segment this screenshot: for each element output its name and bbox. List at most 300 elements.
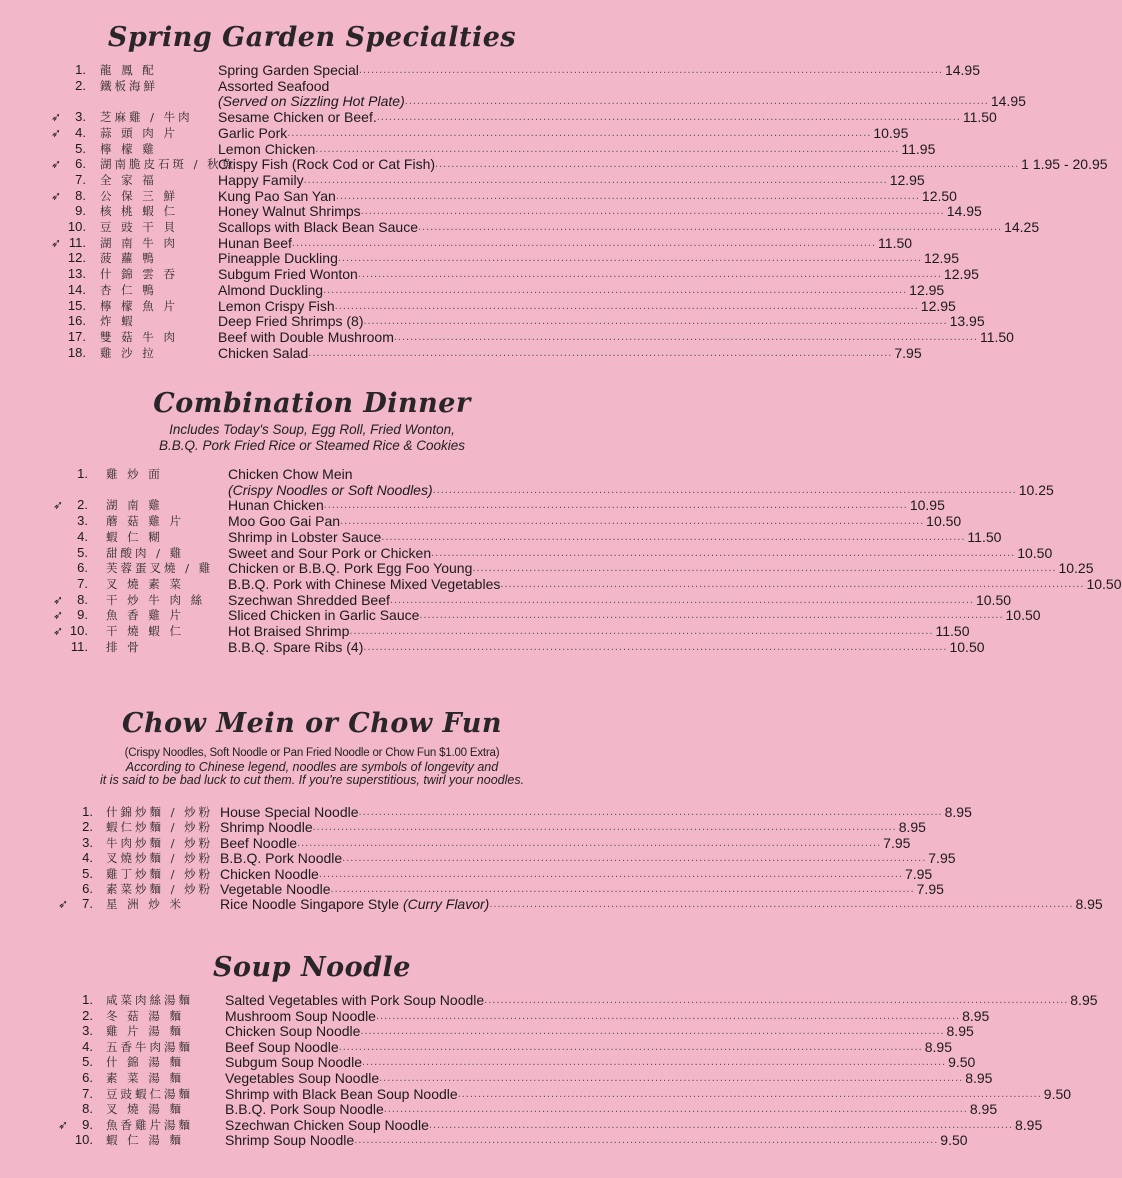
menu-item-row bbox=[0, 896, 1103, 913]
item-number: 2. bbox=[82, 1007, 93, 1023]
leader-dots bbox=[354, 1132, 938, 1148]
leader-dots bbox=[319, 866, 903, 882]
item-price: 11.50 bbox=[878, 234, 913, 251]
leader-dots bbox=[390, 592, 974, 608]
leader-dots bbox=[361, 203, 945, 219]
item-number: 7. bbox=[82, 1085, 93, 1101]
menu-item-row bbox=[0, 638, 985, 655]
menu-item-row bbox=[0, 992, 1098, 1008]
item-chinese-name: 蝦仁炒麵 / 炒粉 bbox=[106, 820, 214, 835]
item-number: 4. bbox=[82, 1038, 93, 1054]
leader-dots bbox=[304, 172, 888, 188]
item-name: Shrimp with Black Bean Soup Noodle bbox=[225, 1085, 458, 1102]
section-title: Combination Dinner bbox=[153, 388, 471, 419]
spicy-arrow-icon: ➶ bbox=[51, 188, 62, 203]
item-line bbox=[225, 1101, 998, 1118]
leader-dots bbox=[433, 482, 1017, 498]
item-name: Pineapple Duckling bbox=[218, 250, 338, 267]
menu-item-row bbox=[0, 591, 1012, 608]
item-line bbox=[225, 1085, 1072, 1102]
item-price: 7.95 bbox=[883, 834, 911, 851]
leader-dots bbox=[359, 804, 943, 820]
leader-dots bbox=[381, 529, 965, 545]
item-price: 8.95 bbox=[965, 1070, 993, 1086]
item-chinese-name: 叉燒炒麵 / 炒粉 bbox=[106, 851, 214, 866]
leader-dots bbox=[342, 850, 926, 866]
menu-item-row bbox=[0, 481, 1054, 498]
item-name: Sesame Chicken or Beef. bbox=[218, 109, 377, 126]
menu-item-row bbox=[0, 834, 911, 851]
item-name: Salted Vegetables with Pork Soup Noodle bbox=[225, 992, 485, 1008]
item-price: 10.50 bbox=[1086, 575, 1122, 592]
item-line bbox=[218, 187, 957, 204]
item-number: 7. bbox=[82, 896, 93, 912]
item-number: 17. bbox=[67, 328, 86, 344]
item-price: 10.50 bbox=[949, 638, 985, 655]
item-price: 10.50 bbox=[1017, 544, 1053, 561]
item-line bbox=[218, 281, 945, 298]
item-chinese-name: 雞丁炒麵 / 炒粉 bbox=[106, 866, 214, 881]
item-number: 9. bbox=[77, 607, 88, 623]
item-number: 5. bbox=[75, 140, 86, 156]
leader-dots bbox=[323, 282, 907, 298]
section-subtitle: According to Chinese legend, noodles are symbols of longevity and bbox=[125, 760, 499, 774]
item-number: 7. bbox=[77, 575, 88, 591]
item-name: Spring Garden Special bbox=[218, 62, 359, 78]
item-number: 10. bbox=[74, 1132, 93, 1148]
item-name: Lemon Crispy Fish bbox=[218, 297, 335, 314]
item-price: 8.95 bbox=[969, 1101, 998, 1118]
item-name: B.B.Q. Spare Ribs (4) bbox=[228, 638, 364, 655]
menu-item-row bbox=[0, 466, 624, 482]
menu-item-row bbox=[0, 219, 1040, 235]
item-line bbox=[228, 591, 1012, 608]
item-name: Chicken or B.B.Q. Pork Egg Foo Young bbox=[228, 560, 473, 577]
item-line bbox=[220, 819, 926, 836]
leader-dots bbox=[418, 219, 1002, 235]
menu-item-row bbox=[0, 281, 945, 298]
leader-dots bbox=[472, 560, 1056, 576]
menu-item-row bbox=[0, 62, 981, 78]
item-line bbox=[225, 1132, 968, 1149]
item-name: Subgum Soup Noodle bbox=[225, 1054, 362, 1071]
item-line bbox=[225, 1070, 993, 1086]
item-chinese-name: 湖南脆皮石斑 / 秋魚 bbox=[100, 157, 237, 172]
leader-dots bbox=[364, 313, 948, 329]
item-number: 5. bbox=[82, 1054, 93, 1070]
item-name: Moo Goo Gai Pan bbox=[228, 513, 341, 530]
menu-item-row bbox=[0, 865, 933, 882]
item-name: Vegetable Noodle bbox=[220, 881, 331, 897]
menu-item-row bbox=[0, 1007, 990, 1024]
item-number: 4. bbox=[82, 850, 93, 866]
item-chinese-name: 叉 燒 湯 麵 bbox=[106, 1102, 184, 1117]
item-chinese-name: 甜酸肉 / 雞 bbox=[106, 545, 185, 560]
item-price: 11.50 bbox=[967, 528, 1002, 545]
item-chinese-name: 蒜 頭 肉 片 bbox=[100, 125, 178, 140]
item-line bbox=[218, 266, 979, 283]
item-chinese-name: 豆 豉 干 貝 bbox=[100, 220, 178, 234]
leader-dots bbox=[297, 835, 881, 851]
menu-item-row bbox=[0, 156, 1108, 173]
section-title: Soup Noodle bbox=[213, 952, 411, 983]
leader-dots bbox=[360, 1023, 944, 1039]
menu-item-row bbox=[0, 266, 979, 283]
item-number: 14. bbox=[67, 281, 86, 297]
item-number: 11. bbox=[70, 638, 88, 654]
item-number: 8. bbox=[77, 591, 88, 607]
item-line bbox=[225, 1023, 974, 1040]
item-line bbox=[218, 328, 1014, 345]
item-line bbox=[218, 313, 985, 330]
item-name: Szechwan Shredded Beef bbox=[228, 591, 390, 608]
item-chinese-name: 星 洲 炒 米 bbox=[106, 897, 184, 912]
item-price: 9.50 bbox=[1043, 1085, 1072, 1102]
item-chinese-name: 魚香雞片湯麵 bbox=[106, 1117, 193, 1132]
item-number: 10. bbox=[67, 219, 86, 234]
item-number: 12. bbox=[67, 250, 86, 266]
menu-item-row bbox=[0, 528, 1002, 545]
leader-dots bbox=[431, 545, 1015, 561]
item-price: 7.95 bbox=[904, 865, 933, 882]
item-price: 7.95 bbox=[928, 850, 956, 867]
item-name-extra: (Curry Flavor) bbox=[403, 896, 490, 913]
spicy-arrow-icon: ➶ bbox=[53, 608, 64, 623]
item-chinese-name: 公 保 三 鮮 bbox=[100, 188, 178, 203]
item-price: 8.95 bbox=[944, 804, 972, 820]
item-chinese-name: 叉 燒 素 菜 bbox=[106, 576, 184, 591]
item-name: B.B.Q. Pork Noodle bbox=[220, 850, 343, 867]
item-name: Crispy Fish (Rock Cod or Cat Fish) bbox=[218, 156, 436, 173]
item-name: Hunan Beef bbox=[218, 234, 292, 251]
item-line bbox=[228, 607, 1041, 624]
item-line bbox=[218, 344, 922, 361]
item-price: 11.50 bbox=[935, 623, 970, 639]
menu-item-row bbox=[0, 850, 956, 867]
spicy-arrow-icon: ➶ bbox=[53, 498, 64, 513]
item-line bbox=[220, 865, 933, 882]
item-name: Szechwan Chicken Soup Noodle bbox=[225, 1116, 429, 1133]
item-name: Rice Noodle Singapore Style bbox=[220, 896, 399, 913]
item-chinese-name: 湖 南 牛 肉 bbox=[100, 235, 178, 250]
item-price: 8.95 bbox=[1075, 896, 1103, 913]
item-price: 14.25 bbox=[1004, 219, 1040, 235]
leader-dots bbox=[384, 1101, 968, 1117]
item-number: 6. bbox=[82, 1070, 93, 1085]
item-number: 2. bbox=[77, 497, 88, 513]
spicy-arrow-icon: ➶ bbox=[53, 624, 64, 638]
item-name: B.B.Q. Pork with Chinese Mixed Vegetables bbox=[228, 575, 501, 592]
item-price: 12.95 bbox=[943, 266, 979, 283]
item-number: 6. bbox=[75, 156, 86, 172]
section-title: Spring Garden Specialties bbox=[107, 22, 517, 53]
spicy-arrow-icon: ➶ bbox=[51, 235, 62, 250]
item-chinese-name: 全 家 福 bbox=[100, 172, 157, 187]
menu-item-row bbox=[0, 1132, 968, 1149]
menu-item-row bbox=[0, 1023, 974, 1040]
menu-item-row bbox=[0, 881, 944, 897]
item-name: (Served on Sizzling Hot Plate) bbox=[218, 93, 405, 110]
item-price: 10.95 bbox=[909, 497, 945, 514]
item-price: 7.95 bbox=[894, 344, 922, 361]
menu-item-row bbox=[0, 109, 997, 126]
leader-dots bbox=[405, 93, 989, 109]
item-line bbox=[225, 1038, 952, 1055]
item-price: 9.50 bbox=[940, 1132, 968, 1149]
item-name: Hunan Chicken bbox=[228, 497, 324, 514]
menu-item-row bbox=[0, 607, 1041, 624]
item-chinese-name: 素菜炒麵 / 炒粉 bbox=[106, 882, 214, 896]
item-line bbox=[220, 804, 972, 820]
item-number: 8. bbox=[82, 1101, 93, 1117]
item-price: 8.95 bbox=[924, 1038, 952, 1055]
item-price: 14.95 bbox=[990, 93, 1026, 110]
leader-dots bbox=[376, 1008, 960, 1024]
item-number: 6. bbox=[82, 881, 93, 896]
leader-dots bbox=[458, 1086, 1042, 1102]
item-line bbox=[218, 250, 959, 267]
item-name: Hot Braised Shrimp bbox=[228, 623, 350, 639]
menu-item-row bbox=[0, 1054, 976, 1071]
item-name: Scallops with Black Bean Sauce bbox=[218, 219, 418, 235]
item-chinese-name: 蘑 菇 雞 片 bbox=[106, 514, 184, 529]
leader-dots bbox=[362, 1054, 946, 1070]
leader-dots bbox=[339, 1039, 923, 1055]
item-number: 16. bbox=[67, 313, 86, 329]
item-number: 5. bbox=[77, 544, 88, 560]
leader-dots bbox=[324, 497, 908, 513]
item-price: 13.95 bbox=[949, 313, 985, 330]
item-name: Sliced Chicken in Garlic Sauce bbox=[228, 607, 420, 624]
item-price: 10.25 bbox=[1018, 481, 1054, 498]
item-chinese-name: 素 菜 湯 麵 bbox=[106, 1071, 184, 1085]
item-number: 1. bbox=[82, 992, 93, 1007]
leader-dots bbox=[377, 109, 961, 125]
section-subtitle: B.B.Q. Pork Fried Rice or Steamed Rice & Cookies bbox=[158, 438, 466, 453]
item-line bbox=[218, 203, 982, 220]
item-line bbox=[218, 156, 1108, 173]
item-chinese-name: 芝麻雞 / 牛肉 bbox=[100, 110, 193, 125]
leader-dots bbox=[429, 1117, 1013, 1133]
leader-dots bbox=[379, 1070, 963, 1086]
item-number: 2. bbox=[82, 819, 93, 835]
item-line bbox=[220, 850, 956, 867]
menu-item-row bbox=[0, 187, 957, 204]
item-name: Lemon Chicken bbox=[218, 140, 316, 157]
item-price: 8.95 bbox=[1015, 1116, 1043, 1133]
item-line bbox=[218, 297, 956, 314]
item-name: Honey Walnut Shrimps bbox=[218, 203, 361, 220]
menu-item-row bbox=[0, 1038, 952, 1055]
menu-item-row bbox=[0, 234, 913, 251]
item-price: 1 1.95 - 20.95 bbox=[1021, 156, 1108, 173]
menu-item-row bbox=[0, 804, 972, 820]
item-name: Vegetables Soup Noodle bbox=[225, 1070, 380, 1086]
item-number: 13. bbox=[67, 266, 86, 282]
item-chinese-name: 檸 檬 魚 片 bbox=[100, 298, 178, 313]
menu-item-row bbox=[0, 78, 624, 94]
leader-dots bbox=[292, 235, 876, 251]
item-chinese-name: 蝦 仁 糊 bbox=[106, 529, 163, 544]
item-name: Beef Soup Noodle bbox=[225, 1038, 339, 1055]
item-name: Deep Fried Shrimps (8) bbox=[218, 313, 364, 330]
leader-dots bbox=[419, 607, 1003, 623]
item-price: 10.95 bbox=[873, 124, 909, 141]
item-number: 6. bbox=[77, 560, 88, 576]
item-number: 9. bbox=[75, 203, 86, 219]
item-chinese-name: 芙蓉蛋叉燒 / 雞 bbox=[106, 561, 214, 576]
item-name: (Crispy Noodles or Soft Noodles) bbox=[228, 481, 433, 498]
item-name: Shrimp in Lobster Sauce bbox=[228, 528, 382, 545]
item-chinese-name: 五香牛肉湯麵 bbox=[106, 1039, 193, 1054]
item-chinese-name: 排 骨 bbox=[106, 639, 142, 654]
item-number: 3. bbox=[77, 513, 88, 529]
leader-dots bbox=[340, 513, 924, 529]
item-name: Beef with Double Mushroom bbox=[218, 328, 394, 345]
item-number: 5. bbox=[82, 865, 93, 881]
item-line bbox=[228, 528, 1002, 545]
item-name: Shrimp Soup Noodle bbox=[225, 1132, 355, 1149]
item-line bbox=[218, 93, 1026, 110]
item-price: 10.50 bbox=[975, 591, 1012, 608]
menu-item-row bbox=[0, 297, 956, 314]
menu-item-row bbox=[0, 819, 926, 836]
leader-dots bbox=[500, 576, 1084, 592]
menu-item-row bbox=[0, 1101, 998, 1118]
item-price: 14.95 bbox=[946, 203, 982, 220]
item-number: 3. bbox=[82, 834, 93, 850]
item-chinese-name: 鐵板海鮮 bbox=[100, 78, 158, 93]
item-chinese-name: 牛肉炒麵 / 炒粉 bbox=[106, 835, 214, 850]
item-price: 12.95 bbox=[909, 281, 945, 298]
item-name: Almond Duckling bbox=[218, 281, 324, 298]
item-chinese-name: 雙 菇 牛 肉 bbox=[100, 329, 178, 344]
leader-dots bbox=[489, 896, 1073, 912]
menu-item-row bbox=[0, 560, 1094, 577]
item-line bbox=[218, 124, 909, 141]
item-chinese-name: 什錦炒麵 / 炒粉 bbox=[106, 805, 214, 819]
item-number: 9. bbox=[82, 1116, 93, 1132]
item-chinese-name: 冬 菇 湯 麵 bbox=[106, 1008, 184, 1023]
item-line bbox=[218, 219, 1040, 235]
item-chinese-name: 什 錦 雲 吞 bbox=[100, 267, 178, 282]
item-price: 12.50 bbox=[921, 187, 957, 204]
item-price: 12.95 bbox=[889, 171, 925, 188]
item-price: 8.95 bbox=[946, 1023, 974, 1040]
item-line bbox=[228, 481, 1054, 498]
item-price: 14.95 bbox=[944, 62, 981, 78]
item-name: B.B.Q. Pork Soup Noodle bbox=[225, 1101, 384, 1118]
item-number: 7. bbox=[75, 171, 86, 187]
menu-item-row bbox=[0, 203, 982, 220]
item-line bbox=[218, 62, 981, 78]
leader-dots bbox=[335, 298, 919, 314]
leader-dots bbox=[363, 639, 947, 655]
item-number: 18. bbox=[67, 344, 86, 360]
item-chinese-name: 雞 沙 拉 bbox=[100, 345, 157, 360]
item-chinese-name: 炸 蝦 bbox=[100, 314, 136, 329]
item-price: 11.50 bbox=[962, 109, 997, 126]
item-number: 4. bbox=[75, 124, 86, 140]
menu-item-row bbox=[0, 513, 962, 530]
leader-dots bbox=[394, 329, 978, 345]
item-chinese-name: 核 桃 蝦 仁 bbox=[100, 204, 178, 219]
leader-dots bbox=[359, 62, 943, 78]
item-line bbox=[220, 896, 1103, 913]
item-price: 10.50 bbox=[926, 513, 962, 530]
item-chinese-name: 龍 鳳 配 bbox=[100, 63, 157, 77]
item-chinese-name: 蝦 仁 湯 麵 bbox=[106, 1133, 184, 1148]
item-chinese-name: 湖 南 雞 bbox=[106, 498, 163, 513]
item-price: 9.50 bbox=[948, 1054, 976, 1071]
menu-item-row bbox=[0, 93, 1026, 110]
item-chinese-name: 檸 檬 雞 bbox=[100, 141, 157, 156]
item-price: 8.95 bbox=[962, 1007, 990, 1024]
item-chinese-name: 咸菜肉絲湯麵 bbox=[106, 993, 193, 1007]
item-name: Subgum Fried Wonton bbox=[218, 266, 358, 283]
leader-dots bbox=[484, 992, 1068, 1008]
item-name: Chicken Soup Noodle bbox=[225, 1023, 361, 1040]
item-number: 3. bbox=[75, 109, 86, 125]
leader-dots bbox=[435, 156, 1019, 172]
item-chinese-name: 杏 仁 鴨 bbox=[100, 282, 157, 297]
item-number: 1. bbox=[75, 62, 86, 77]
leader-dots bbox=[315, 141, 899, 157]
section-subtitle: (Crispy Noodles, Soft Noodle or Pan Fried Noodle or Chow Fun $1.00 Extra) bbox=[124, 747, 500, 759]
item-line bbox=[218, 140, 936, 157]
menu-item-row bbox=[0, 250, 959, 267]
menu-item-row bbox=[0, 171, 925, 188]
item-number: 4. bbox=[77, 528, 88, 544]
item-price: 10.25 bbox=[1058, 560, 1094, 577]
item-price: 10.50 bbox=[1005, 607, 1041, 624]
item-chinese-name: 菠 蘿 鴨 bbox=[100, 251, 157, 266]
menu-item-row bbox=[0, 1116, 1043, 1133]
item-chinese-name: 豆豉蝦仁湯麵 bbox=[106, 1086, 193, 1101]
item-number: 2. bbox=[75, 77, 86, 93]
item-name: Shrimp Noodle bbox=[220, 819, 313, 836]
menu-item-row bbox=[0, 544, 1053, 561]
item-line bbox=[225, 1007, 990, 1024]
item-name: Chicken Salad bbox=[218, 344, 309, 361]
menu-item-row bbox=[0, 313, 985, 330]
item-chinese-name: 魚 香 雞 片 bbox=[106, 608, 184, 623]
item-chinese-name: 雞 片 湯 麵 bbox=[106, 1024, 184, 1039]
section-title: Chow Mein or Chow Fun bbox=[122, 708, 502, 739]
item-line bbox=[225, 992, 1098, 1008]
leader-dots bbox=[331, 881, 915, 897]
menu-item-row bbox=[0, 497, 945, 514]
item-line bbox=[220, 881, 944, 897]
leader-dots bbox=[336, 188, 920, 204]
item-price: 11.50 bbox=[979, 328, 1014, 345]
item-line bbox=[218, 234, 913, 251]
item-chinese-name: 干 燒 蝦 仁 bbox=[106, 624, 184, 638]
item-number: 11. bbox=[68, 234, 86, 250]
item-name: Garlic Pork bbox=[218, 124, 288, 141]
item-price: 8.95 bbox=[1070, 992, 1098, 1008]
item-line bbox=[228, 544, 1053, 561]
item-name: Kung Pao San Yan bbox=[218, 187, 336, 204]
leader-dots bbox=[349, 623, 933, 639]
item-number: 15. bbox=[67, 297, 86, 313]
item-name: Chicken Noodle bbox=[220, 865, 319, 882]
item-line bbox=[225, 1116, 1043, 1133]
spicy-arrow-icon: ➶ bbox=[51, 110, 62, 125]
item-price: 11.95 bbox=[901, 140, 936, 157]
spicy-arrow-icon: ➶ bbox=[51, 157, 62, 172]
item-name: Happy Family bbox=[218, 171, 304, 188]
